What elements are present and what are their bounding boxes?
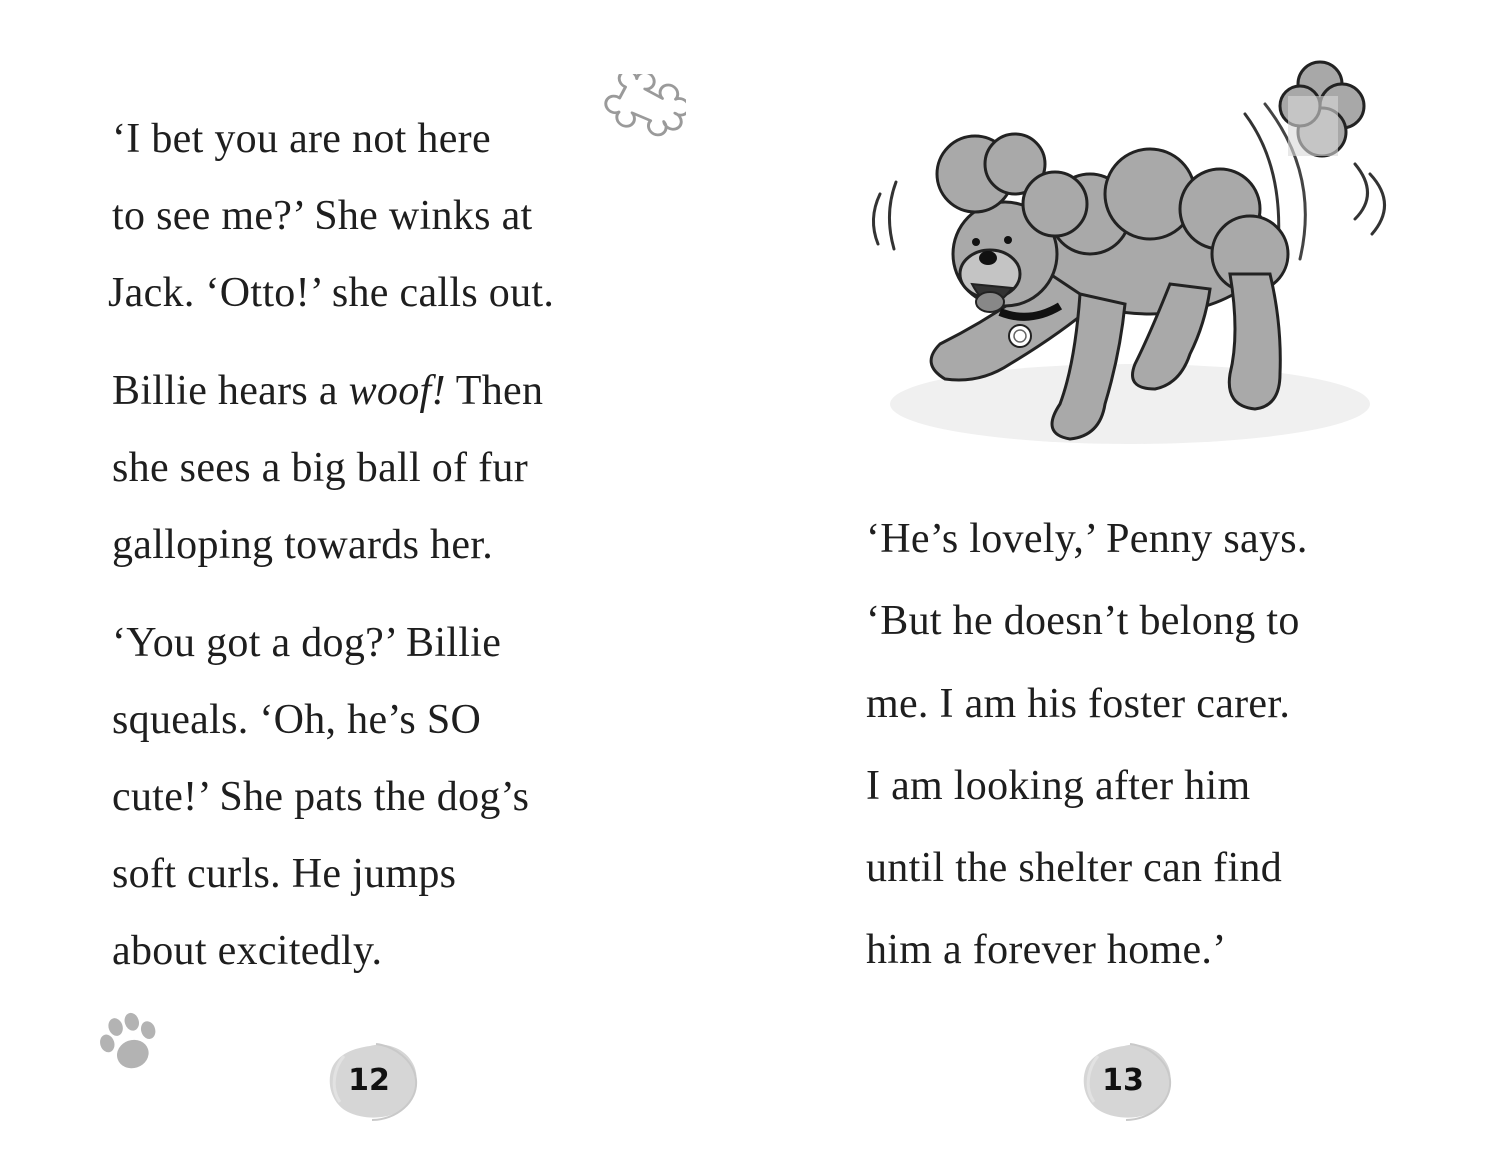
text-line: about excitedly. (112, 928, 383, 974)
text-line: Billie hears a woof! Then (112, 368, 544, 414)
text-line: I am looking after him (866, 763, 1251, 809)
page-number-badge (324, 1040, 414, 1120)
paw-print-icon (96, 1006, 166, 1078)
text-line: until the shelter can find (866, 845, 1283, 891)
text-line: cute!’ She pats the dog’s (112, 774, 530, 820)
text-line: squeals. ‘Oh, he’s SO (112, 697, 482, 743)
text-line: ‘I bet you are not here (112, 116, 491, 162)
text-line: him a forever home.’ (866, 927, 1227, 973)
text-line: ‘But he doesn’t belong to (866, 598, 1300, 644)
text-line: ‘You got a dog?’ Billie (112, 620, 502, 666)
text-line: galloping towards her. (112, 522, 494, 568)
text-line: Jack. ‘Otto!’ she calls out. (108, 270, 555, 316)
text-line: she sees a big ball of fur (112, 445, 529, 491)
text-line: soft curls. He jumps (112, 851, 457, 897)
right-page (750, 0, 1500, 1160)
emphasis-text: woof! (348, 368, 446, 414)
page-number: 12 (348, 1062, 390, 1098)
text-line: to see me?’ She winks at (112, 193, 533, 239)
page-number: 13 (1102, 1062, 1144, 1098)
poodle-dog-illustration (850, 44, 1410, 464)
bone-icon (596, 74, 686, 148)
page-number-badge (1078, 1040, 1168, 1120)
text-line: me. I am his foster carer. (866, 681, 1291, 727)
text-line: ‘He’s lovely,’ Penny says. (866, 516, 1308, 562)
